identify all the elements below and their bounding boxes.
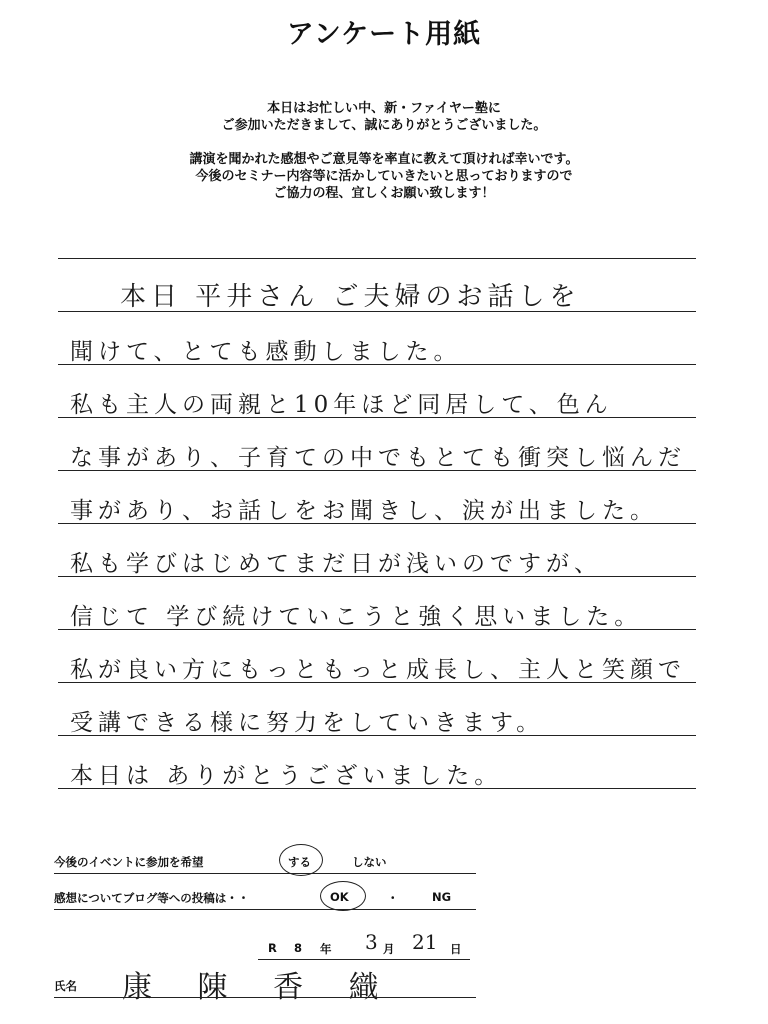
handwritten-line: 聞けて、とても感動しました。 bbox=[70, 339, 462, 365]
blog-option-ng[interactable]: NG bbox=[432, 890, 452, 904]
date-day-unit: 日 bbox=[450, 942, 462, 956]
handwritten-line: 信じて 学び続けていこうと強く思いました。 bbox=[70, 604, 643, 630]
selection-circle bbox=[320, 881, 366, 911]
blog-option-separator: ・ bbox=[387, 891, 399, 905]
name-value: 康 陳 香 織 bbox=[122, 970, 397, 1005]
date-year: 8 bbox=[294, 941, 303, 955]
intro-line: 今後のセミナー内容等に活かしていきたいと思っておりますので bbox=[195, 169, 573, 184]
handwritten-line: 私も学びはじめてまだ日が浅いのですが、 bbox=[70, 551, 602, 577]
form-underline bbox=[54, 873, 476, 874]
handwritten-line: 私が良い方にもっともっと成長し、主人と笑顔で bbox=[70, 657, 686, 683]
handwritten-line: 事があり、お話しをお聞きし、涙が出ました。 bbox=[70, 498, 658, 524]
handwritten-line: 私も主人の両親と10年ほど同居して、色ん bbox=[70, 392, 613, 418]
event-option-yes[interactable]: する bbox=[288, 855, 311, 869]
name-underline bbox=[54, 997, 476, 998]
intro-text bbox=[0, 100, 768, 202]
event-question-label: 今後のイベントに参加を希望 bbox=[54, 855, 204, 869]
handwritten-line: 本日は ありがとうございました。 bbox=[70, 763, 503, 789]
handwritten-line: 受講できる様に努力をしていきます。 bbox=[70, 710, 545, 736]
handwritten-line: な事があり、子育ての中でもとても衝突し悩んだ bbox=[70, 445, 686, 471]
ruled-line bbox=[58, 258, 696, 259]
blog-option-ok[interactable]: OK bbox=[330, 890, 349, 904]
intro-line: 講演を聞かれた感想やご意見等を率直に教えて頂ければ幸いです。 bbox=[189, 152, 579, 167]
date-month-unit: 月 bbox=[383, 942, 395, 956]
date-era: R bbox=[268, 941, 277, 955]
intro-line: 本日はお忙しい中、新・ファイヤー塾に bbox=[267, 101, 501, 116]
date-day-value: 21 bbox=[412, 930, 438, 954]
intro-line: ご参加いただきまして、誠にありがとうございました。 bbox=[221, 118, 547, 133]
name-label: 氏名 bbox=[54, 979, 77, 993]
handwritten-line: 本日 平井さん ご夫婦のお話しを bbox=[120, 282, 581, 312]
intro-line: ご協力の程、宜しくお願い致します！ bbox=[273, 186, 495, 201]
date-underline bbox=[258, 959, 470, 960]
event-option-no[interactable]: しない bbox=[352, 855, 387, 869]
date-month-value: 3 bbox=[365, 930, 378, 954]
selection-circle bbox=[279, 844, 323, 876]
page-title: アンケート用紙 bbox=[286, 19, 482, 50]
date-year-unit: 年 bbox=[320, 942, 332, 956]
blog-question-label: 感想についてブログ等への投稿は・・ bbox=[54, 891, 250, 905]
form-underline bbox=[54, 909, 476, 910]
